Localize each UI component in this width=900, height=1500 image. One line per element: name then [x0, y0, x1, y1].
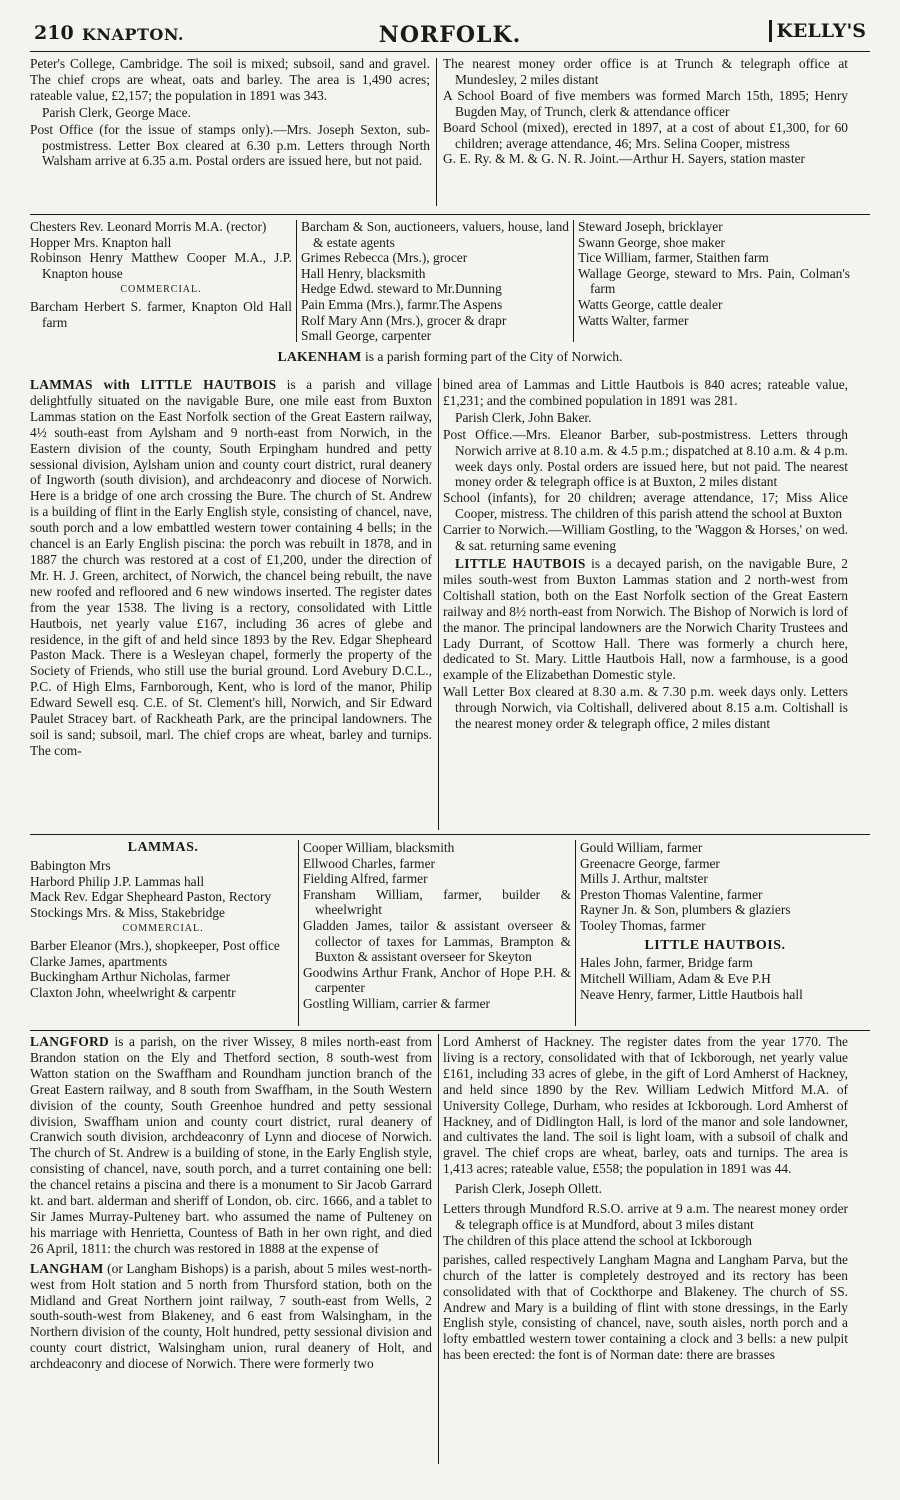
- directory-entry: Neave Henry, farmer, Little Hautbois hall: [580, 986, 803, 1002]
- directory-entry: Fransham William, farmer, builder & wheelwright: [303, 886, 571, 918]
- commercial-subheading: COMMERCIAL.: [120, 284, 202, 296]
- knapton-railway: G. E. Ry. & M. & G. N. R. Joint.—Arthur H. Sayers, station master: [443, 151, 805, 167]
- knapton-post-office: Post Office (for the issue of stamps only).—Mrs. Joseph Sexton, sub-postmistress. Letter Box cleared at 6.30 p.m. Letters through North Walsham arrive at 6.35 a.m. Postal orders are issued here, but not paid.: [30, 121, 430, 169]
- publisher-label: KELLY'S: [769, 20, 866, 42]
- lakenham-heading: LAKENHAM: [277, 349, 362, 364]
- directory-entry: Buckingham Arthur Nicholas, farmer: [30, 969, 231, 985]
- directory-entry: Small George, carpenter: [301, 328, 432, 344]
- column-divider: [438, 378, 439, 830]
- directory-entry: Barber Eleanor (Mrs.), shopkeeper, Post office: [30, 938, 280, 954]
- knapton-school-board: A School Board of five members was formed March 15th, 1895; Henry Bugden May, of Trunch, clerk & attendance officer: [443, 87, 848, 119]
- section-rule: [30, 1030, 870, 1031]
- directory-entry: Clarke James, apartments: [30, 953, 168, 969]
- lammas-directory-heading: LAMMAS.: [127, 840, 199, 855]
- directory-entry: Tice William, farmer, Staithen farm: [578, 250, 769, 266]
- langford-parish-clerk: Parish Clerk, Joseph Ollett.: [455, 1181, 602, 1197]
- header-rule: [30, 51, 870, 52]
- directory-entry: Preston Thomas Valentine, farmer: [580, 886, 763, 902]
- section-rule: [30, 834, 870, 835]
- langford-continuation: Lord Amherst of Hackney. The register dates from the year 1770. The living is a rectory, consolidated with that of Ickborough, net yearly value £161, including 33 acres of glebe, in the gift of Lord Amherst of Hackney, and held since 1890 by the Rev. William Ledwich Mitford M.A. of University College, Durham, who resides at Ickborough. Lord Amherst of Hackney, and of Didlington Hall, is lord of the manor and sole landowner, and cultivates the land. The soil is light loam, with a subsoil of chalk and gravel. The chief crops are wheat, barley, oats and turnips. The area is 1,413 acres; rateable value, £558; the population in 1891 was 44.: [443, 1034, 848, 1177]
- column-divider: [438, 1034, 439, 1464]
- knapton-directory-col2: [301, 219, 569, 344]
- langford-left-column: [30, 1034, 432, 1373]
- knapton-left-column: [30, 56, 430, 169]
- directory-entry: Tooley Thomas, farmer: [580, 917, 706, 933]
- knapton-paragraph: Peter's College, Cambridge. The soil is mixed; subsoil, sand and gravel. The chief crops are wheat, oats and barley. The area is 1,490 acres; rateable value, £2,157; the population in 1891 was 343.: [30, 56, 430, 103]
- directory-entry: Rolf Mary Ann (Mrs.), grocer & drapr: [301, 312, 507, 328]
- directory-entry: Barcham Herbert S. farmer, Knapton Old Hall farm: [30, 299, 292, 330]
- directory-entry: Pain Emma (Mrs.), farmr.The Aspens: [301, 296, 503, 312]
- directory-entry: Babington Mrs: [30, 857, 111, 873]
- running-head: [34, 22, 866, 50]
- page-number: 210: [34, 22, 74, 44]
- knapton-board-school: Board School (mixed), erected in 1897, at a cost of about £1,300, for 60 children; average attendance, 46; Mrs. Selina Cooper, mistress: [443, 119, 848, 151]
- directory-entry: Watts Walter, farmer: [578, 312, 689, 328]
- lakenham-entry: [30, 349, 870, 365]
- little-hautbois-directory-heading: LITTLE HAUTBOIS.: [644, 937, 786, 953]
- directory-entry: Grimes Rebecca (Mrs.), grocer: [301, 250, 468, 266]
- langham-heading: LANGHAM: [30, 1260, 104, 1276]
- directory-entry: Mills J. Arthur, maltster: [580, 871, 708, 887]
- directory-divider: [575, 840, 576, 1026]
- lammas-left-column: [30, 377, 432, 760]
- directory-entry: Hopper Mrs. Knapton hall: [30, 234, 172, 250]
- langford-right-column: [443, 1034, 848, 1364]
- little-hautbois-description: is a decayed parish, on the navigable Bure, 2 miles south-west from Buxton Lammas station and 2 north-west from Coltishall station, both on the East Norfolk section of the Great Eastern railway and 8½ north-east from Norwich. The Bishop of Norwich is lord of the manor. The principal landowners are the Norwich Charity Trustees and Lady Durrant, of Scottow Hall. There was formerly a church here, dedicated to St. Mary. Little Hautbois Hall, now a farmhouse, is a good example of the Elizabethan Domestic style.: [443, 555, 848, 683]
- directory-entry: Fielding Alfred, farmer: [303, 871, 428, 887]
- knapton-right-column: [443, 56, 848, 167]
- langham-description: (or Langham Bishops) is a parish, about 5 miles west-north-west from Holt station and 5 north from Thursford station, both on the Midland and Great Northern joint railway, 7 south-east from Wells, 2 south-south-west from Blakeney, and 6 east from Walsingham, in the Northern division of the county, Holt hundred, petty sessional division and county court district, Walsingham union, rural deanery of Holt, and archdeaconry and diocese of Norwich. There were formerly two: [30, 1260, 432, 1372]
- lammas-heading: LAMMAS with LITTLE HAUTBOIS: [30, 377, 277, 392]
- directory-entry: Goodwins Arthur Frank, Anchor of Hope P.H. & carpenter: [303, 964, 571, 996]
- knapton-parish-clerk: Parish Clerk, George Mace.: [42, 104, 191, 120]
- directory-entry: Hall Henry, blacksmith: [301, 265, 426, 281]
- county-title: NORFOLK.: [378, 22, 522, 48]
- directory-entry: Steward Joseph, bricklayer: [578, 219, 723, 234]
- directory-entry: Gostling William, carrier & farmer: [303, 995, 490, 1011]
- column-divider: [436, 58, 437, 206]
- directory-entry: Gould William, farmer: [580, 840, 703, 855]
- directory-entry: Watts George, cattle dealer: [578, 296, 723, 312]
- langham-continuation: parishes, called respectively Langham Magna and Langham Parva, but the church of the latter is completely destroyed and its rectory has been consolidated with that of Cockthorpe and Blakeney. The church of SS. Andrew and Mary is a building of flint with stone dressings, in the Early English style, consisting of chancel, nave, south aisles, north porch and a lofty embattled western tower containing a clock and 3 bells: a new pulpit has been erected: the font is of Norman date: there are brasses: [443, 1251, 848, 1363]
- directory-divider: [573, 220, 574, 342]
- directory-entry: Harbord Philip J.P. Lammas hall: [30, 873, 205, 889]
- lammas-area: bined area of Lammas and Little Hautbois is 840 acres; rateable value, £1,231; and the combined population in 1891 was 281.: [443, 377, 848, 408]
- directory-entry: Rayner Jn. & Son, plumbers & glaziers: [580, 902, 791, 918]
- lammas-parish-clerk: Parish Clerk, John Baker.: [455, 409, 592, 425]
- directory-entry: Hedge Edwd. steward to Mr.Dunning: [301, 281, 502, 297]
- directory-entry: Stockings Mrs. & Miss, Stakebridge: [30, 904, 225, 920]
- directory-entry: Hales John, farmer, Bridge farm: [580, 955, 753, 971]
- directory-divider: [298, 840, 299, 1026]
- knapton-directory-col3: [578, 219, 850, 328]
- section-rule: [30, 214, 870, 215]
- directory-entry: Greenacre George, farmer: [580, 855, 720, 871]
- directory-entry: Barcham & Son, auctioneers, valuers, house, land & estate agents: [301, 219, 569, 250]
- knapton-money-order: The nearest money order office is at Trunch & telegraph office at Mundesley, 2 miles distant: [443, 56, 848, 87]
- lammas-post-office: Post Office.—Mrs. Eleanor Barber, sub-postmistress. Letters through Norwich arrive at 8.10 a.m. & 4.5 p.m.; dispatched at 8.10 a.m. & 4 p.m. week days only. Postal orders are issued here, but not paid. The nearest money order & telegraph office is at Buxton, 2 miles distant: [443, 426, 848, 490]
- langford-school: The children of this place attend the school at Ickborough: [443, 1232, 752, 1248]
- wall-letter-box: Wall Letter Box cleared at 8.30 a.m. & 7.30 p.m. week days only. Letters through Norwich, via Coltishall, delivered about 8.15 a.m. Coltishall is the nearest money order & telegraph office, 2 miles distant: [443, 684, 848, 732]
- lammas-description: is a parish and village delightfully situated on the navigable Bure, one mile east from Buxton Lammas station on the East Norfolk section of the Great Eastern railway, 4½ south-east from Aylsham and 9 north-east from Norwich, in the Eastern division of the county, South Erpingham hundred and petty sessional division, Aylsham union and county court district, rural deanery of Ingworth (south division), and archdeaconry and diocese of Norwich. Here is a bridge of one arch crossing the Bure. The church of St. Andrew is a building of flint in the Early English style, consisting of chancel, nave, south porch and a low embattled western tower containing 4 bells; in the chancel is an Early English piscina: the porch was rebuilt in 1878, and in 1887 the church was restored at a cost of £1,200, under the direction of Mr. H. J. Green, architect, of Norwich, the chancel being rebuilt, the nave new roofed and refloored and 6 new windows inserted. The register dates from the year 1538. The living is a rectory, consolidated with Little Hautbois, net yearly value £167, including 36 acres of glebe and residence, in the gift of and held since 1893 by the Rev. Edgar Shepheard Paston Mack. There is a Wesleyan chapel, formerly the property of the Society of Friends, who still use the burial ground. Lord Avebury D.C.L., P.C. of High Elms, Farnborough, Kent, who is lord of the manor, Philip Edward Sewell esq. C.E. of St. Clement's hill, Norwich, and Sir Edward Paulet Stracey bart. of Rackheath Park, are the principal landowners. The soil is sand; subsoil, marl. The chief crops are wheat, barley and turnips. The com-: [30, 377, 432, 758]
- langford-letters: Letters through Mundford R.S.O. arrive at 9 a.m. The nearest money order & telegraph office is at Mundford, about 3 miles distant: [443, 1201, 848, 1232]
- directory-entry: Chesters Rev. Leonard Morris M.A. (rector): [30, 219, 267, 234]
- langford-description: is a parish, on the river Wissey, 8 miles north-east from Brandon station on the Ely and Thetford section, 8 south-west from Watton station on the Swaffham and Roundham junction branch of the Great Eastern railway, and 8 south from Swaffham, in the South Western division of the county, South Greenhoe hundred and petty sessional division, Swaffham union and county court district, rural deanery of Cranwich south division, archdeaconry of Lynn and diocese of Norwich. The church of St. Andrew is a building of stone, in the Early English style, consisting of chancel, nave, south porch, and a turret containing one bell: the chancel retains a piscina and there is a monument to Sir Jacob Garrard kt. and bart. alderman and sheriff of London, ob. circ. 1666, and a tablet to Sir James Murray-Pulteney bart. who assumed the name of Pulteney on his marriage with Henrietta, Countess of Bath in her own right, and died 26 April, 1811: the church was restored in 1888 at the expense of: [30, 1034, 432, 1256]
- directory-entry: Swann George, shoe maker: [578, 234, 726, 250]
- directory-entry: Cooper William, blacksmith: [303, 840, 455, 855]
- directory-entry: Mack Rev. Edgar Shepheard Paston, Rectory: [30, 889, 272, 905]
- directory-entry: Ellwood Charles, farmer: [303, 855, 436, 871]
- directory-divider: [296, 220, 297, 342]
- directory-entry: Wallage George, steward to Mrs. Pain, Colman's farm: [578, 265, 850, 297]
- lammas-right-column: [443, 377, 848, 732]
- directory-entry: Mitchell William, Adam & Eve P.H: [580, 971, 771, 987]
- little-hautbois-heading: LITTLE HAUTBOIS: [455, 555, 586, 571]
- langford-heading: LANGFORD: [30, 1034, 110, 1049]
- directory-entry: Claxton John, wheelwright & carpentr: [30, 984, 236, 1000]
- lammas-directory-col1: [30, 840, 296, 1001]
- lammas-directory-col3: [580, 840, 850, 1002]
- commercial-subheading: COMMERCIAL.: [122, 923, 204, 935]
- directory-entry: Robinson Henry Matthew Cooper M.A., J.P. Knapton house: [30, 250, 292, 281]
- running-head-place: KNAPTON.: [82, 25, 184, 44]
- directory-entry: Gladden James, tailor & assistant overseer & collector of taxes for Lammas, Brampton & Buxton & assistant overseer for Skeyton: [303, 917, 571, 965]
- lakenham-text: is a parish forming part of the City of Norwich.: [361, 349, 623, 364]
- knapton-directory-col1: [30, 219, 292, 330]
- lammas-directory-col2: [303, 840, 571, 1012]
- lammas-school: School (infants), for 20 children; average attendance, 17; Miss Alice Cooper, mistress. The children of this parish attend the school at Buxton: [443, 490, 848, 522]
- lammas-carrier: Carrier to Norwich.—William Gostling, to the 'Waggon & Horses,' on wed. & sat. returning same evening: [443, 522, 848, 554]
